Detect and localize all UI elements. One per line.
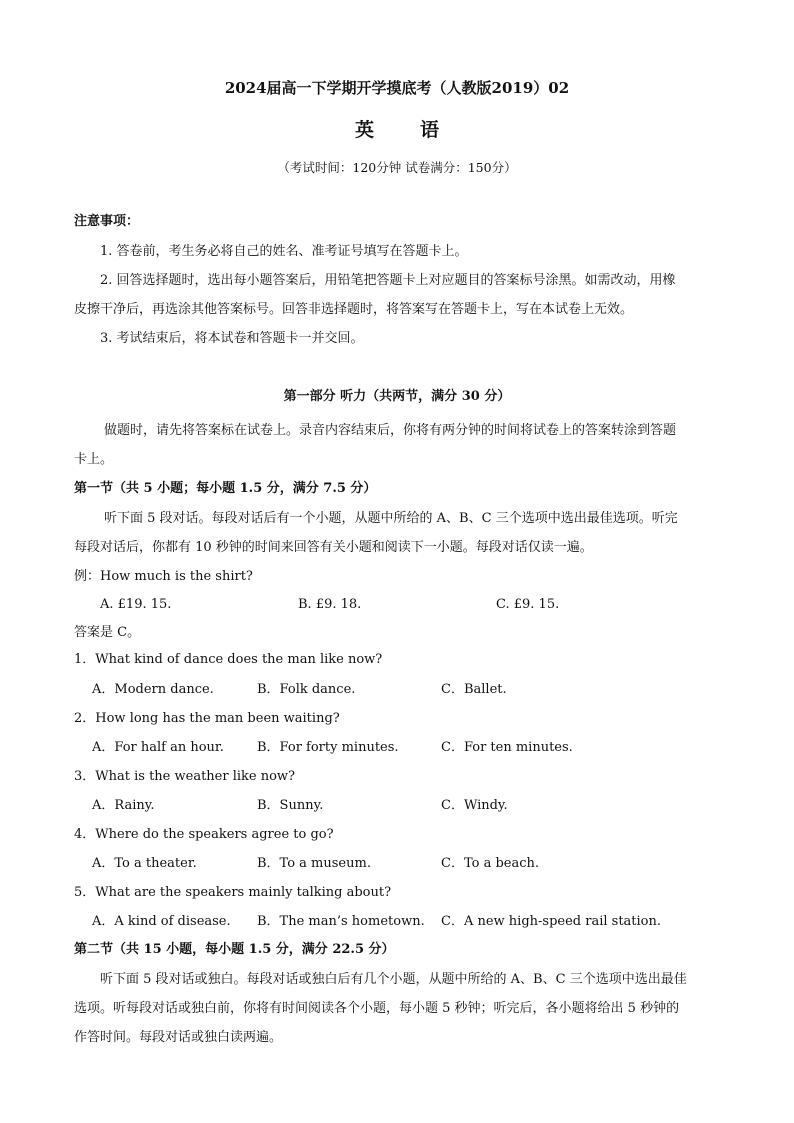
part1-heading: 第一部分 听力（共两节，满分 30 分） bbox=[283, 389, 511, 404]
section2-heading: 第二节（共 15 小题，每小题 1.5 分，满分 22.5 分） bbox=[74, 942, 395, 957]
notice-item-1: 1. 答卷前，考生务必将自己的姓名、准考证号填写在答题卡上。 bbox=[100, 244, 468, 259]
question-4-option-b: B．To a museum. bbox=[257, 856, 371, 871]
notice-heading: 注意事项： bbox=[74, 214, 140, 229]
question-4-option-a: A．To a theater. bbox=[92, 856, 197, 871]
question-4: 4．Where do the speakers agree to go? bbox=[74, 827, 334, 842]
exam-title: 2024届高一下学期开学摸底考（人教版2019）02 bbox=[224, 79, 570, 97]
question-3-option-c: C．Windy. bbox=[441, 798, 508, 813]
question-4-option-c: C．To a beach. bbox=[441, 856, 540, 871]
example-question: 例：How much is the shirt? bbox=[74, 569, 253, 584]
question-2-option-a: A．For half an hour. bbox=[92, 740, 224, 755]
part1-intro-line-2: 卡上。 bbox=[74, 452, 114, 467]
section1-intro-line-2: 每段对话后，你都有 10 秒钟的时间来回答有关小题和阅读下一小题。每段对话仅读一遍。 bbox=[74, 540, 593, 555]
question-5: 5．What are the speakers mainly talking about? bbox=[74, 885, 392, 900]
question-2: 2．How long has the man been waiting? bbox=[74, 711, 340, 726]
notice-item-2-line-1: 2. 回答选择题时，选出每小题答案后，用铅笔把答题卡上对应题目的答案标号涂黑。如需改动，用橡 bbox=[100, 273, 676, 288]
part1-intro-line-1: 做题时，请先将答案标在试卷上。录音内容结束后，你将有两分钟的时间将试卷上的答案转涂到答题 bbox=[104, 423, 677, 438]
question-5-option-c: C．A new high-speed rail station. bbox=[441, 914, 662, 929]
question-1-option-a: A．Modern dance. bbox=[92, 682, 214, 697]
question-2-option-c: C．For ten minutes. bbox=[441, 740, 573, 755]
notice-item-3: 3. 考试结束后，将本试卷和答题卡一并交回。 bbox=[100, 331, 364, 346]
section2-intro-line-1: 听下面 5 段对话或独白。每段对话或独白后有几个小题，从题中所给的 A、B、C 三个选项中选出最佳 bbox=[100, 972, 687, 987]
notice-item-2-line-2: 皮擦干净后，再选涂其他答案标号。回答非选择题时，将答案写在答题卡上，写在本试卷上无效。 bbox=[74, 302, 634, 317]
question-1: 1．What kind of dance does the man like now? bbox=[74, 652, 383, 667]
question-1-option-c: C．Ballet. bbox=[441, 682, 507, 697]
exam-info: （考试时间：120分钟 试卷满分：150分） bbox=[277, 160, 517, 175]
question-3-option-a: A．Rainy. bbox=[92, 798, 155, 813]
subject-title: 英语 bbox=[354, 119, 485, 141]
example-option-b: B. £9. 18. bbox=[298, 597, 362, 612]
question-3: 3．What is the weather like now? bbox=[74, 769, 296, 784]
question-1-option-b: B．Folk dance. bbox=[257, 682, 356, 697]
example-option-c: C. £9. 15. bbox=[496, 597, 560, 612]
section2-intro-line-3: 作答时间。每段对话或独白读两遍。 bbox=[74, 1030, 283, 1045]
question-3-option-b: B．Sunny. bbox=[257, 798, 324, 813]
section2-intro-line-2: 选项。听每段对话或独白前，你将有时间阅读各个小题，每小题 5 秒钟；听完后，各小题将给出 5 秒钟的 bbox=[74, 1001, 680, 1016]
question-2-option-b: B．For forty minutes. bbox=[257, 740, 399, 755]
question-5-option-b: B．The man’s hometown. bbox=[257, 914, 425, 929]
section1-heading: 第一节（共 5 小题；每小题 1.5 分，满分 7.5 分） bbox=[74, 481, 377, 496]
section1-intro-line-1: 听下面 5 段对话。每段对话后有一个小题，从题中所给的 A、B、C 三个选项中选出最佳选项。听完 bbox=[104, 511, 678, 526]
question-5-option-a: A．A kind of disease. bbox=[92, 914, 231, 929]
example-option-a: A. £19. 15. bbox=[100, 597, 172, 612]
example-answer: 答案是 C。 bbox=[74, 625, 141, 640]
